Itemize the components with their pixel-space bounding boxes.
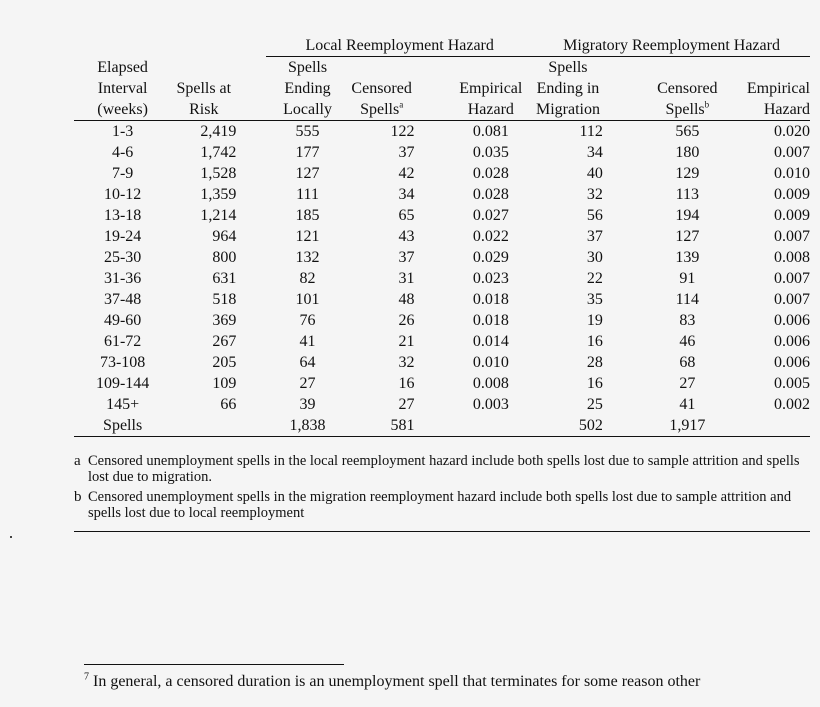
column-header-line: Censored xyxy=(351,80,412,97)
note-text: Censored unemployment spells in the migration reemployment hazard include both spells lost due to sample attrition and spells lost due to local reemployment xyxy=(88,489,792,521)
table-row xyxy=(74,205,810,226)
column-header-line: Migration xyxy=(535,101,600,118)
table-cell: 22 xyxy=(586,270,603,287)
table-cell: 0.006 xyxy=(774,333,810,350)
table-cell: 40 xyxy=(586,165,603,182)
column-header-spells-ending-migration xyxy=(533,57,641,121)
table-cell: 16 xyxy=(586,375,603,392)
totals-cell xyxy=(171,415,266,437)
table-cell: 0.014 xyxy=(472,333,509,350)
footnote-rule xyxy=(84,664,344,665)
table-cell: 177 xyxy=(295,144,320,161)
table-cell: 0.008 xyxy=(774,249,810,266)
table-cell: 0.007 xyxy=(774,270,810,287)
column-header-line: Risk xyxy=(189,101,219,118)
table-cell: 1,528 xyxy=(200,165,237,182)
table-cell: 27 xyxy=(398,396,415,413)
table-cell: 65 xyxy=(398,207,415,224)
table-row xyxy=(74,163,810,184)
table-cell: 37 xyxy=(398,144,415,161)
table-cell: 129 xyxy=(675,165,700,182)
table-cell: 37-48 xyxy=(103,291,142,308)
table-cell: 127 xyxy=(675,228,700,245)
table-cell: 48 xyxy=(398,291,415,308)
table-cell: 0.009 xyxy=(774,207,810,224)
table-cell: 800 xyxy=(212,249,237,266)
table-cell: 114 xyxy=(675,291,700,308)
column-header-elapsed-interval xyxy=(74,57,171,121)
table-notes xyxy=(74,453,810,532)
table-cell: 0.028 xyxy=(472,165,509,182)
table-cell: 0.006 xyxy=(774,312,810,329)
table-cell: 35 xyxy=(586,291,603,308)
table-note xyxy=(74,453,810,485)
totals-cell xyxy=(449,415,534,437)
table-cell: 964 xyxy=(212,228,237,245)
table-cell: 30 xyxy=(586,249,603,266)
table-cell: 76 xyxy=(299,312,316,329)
totals-cell: 581 xyxy=(390,417,415,434)
table-cell: 1,742 xyxy=(200,144,237,161)
table-cell: 10-12 xyxy=(103,186,142,203)
column-header-line: Interval xyxy=(97,80,148,97)
column-header-line: Elapsed xyxy=(97,59,148,76)
column-header-empirical-hazard-migration xyxy=(734,57,810,121)
table-cell: 31-36 xyxy=(103,270,142,287)
table-cell: 0.002 xyxy=(774,396,810,413)
table-cell: 19-24 xyxy=(103,228,142,245)
table-cell: 1-3 xyxy=(111,123,134,140)
table-cell: 0.027 xyxy=(472,207,509,224)
column-header-line: Spells at xyxy=(176,80,232,97)
table-row xyxy=(74,142,810,163)
column-header-spells-at-risk xyxy=(171,57,266,121)
table-cell: 34 xyxy=(586,144,603,161)
table-cell: 37 xyxy=(398,249,415,266)
totals-cell: 1,838 xyxy=(289,417,326,434)
column-header-row xyxy=(74,57,810,121)
table-cell: 0.008 xyxy=(472,375,509,392)
table-row xyxy=(74,247,810,268)
note-marker: b xyxy=(704,99,710,110)
table-cell: 121 xyxy=(295,228,320,245)
table-cell: 28 xyxy=(586,354,603,371)
table-row xyxy=(74,268,810,289)
table-cell: 41 xyxy=(679,396,696,413)
table-cell: 0.020 xyxy=(774,123,810,140)
column-header-line xyxy=(641,99,734,120)
column-header-censored-spells-migration xyxy=(641,57,734,121)
table-cell: 13-18 xyxy=(103,207,142,224)
table-cell: 27 xyxy=(299,375,316,392)
column-header-censored-spells-local xyxy=(349,57,449,121)
table-row xyxy=(74,289,810,310)
totals-cell: 1,917 xyxy=(669,417,706,434)
totals-cell: Spells xyxy=(103,417,143,434)
footnote xyxy=(84,672,814,692)
table-cell: 555 xyxy=(295,123,320,140)
footnote-text: In general, a censored duration is an unemployment spell that terminates for some reason other xyxy=(93,673,701,690)
table-cell: 0.010 xyxy=(774,165,810,182)
column-header-line: Locally xyxy=(283,101,332,118)
column-header-text: Spells xyxy=(360,101,400,118)
table-cell: 267 xyxy=(212,333,237,350)
table-cell: 0.010 xyxy=(472,354,509,371)
table-cell: 49-60 xyxy=(103,312,142,329)
column-header-line xyxy=(171,57,236,78)
table-cell: 68 xyxy=(679,354,696,371)
table-cell: 0.009 xyxy=(774,186,810,203)
table-cell: 26 xyxy=(398,312,415,329)
table-cell: 0.007 xyxy=(774,291,810,308)
table-cell: 0.007 xyxy=(774,144,810,161)
table-cell: 34 xyxy=(398,186,415,203)
hazard-table xyxy=(74,34,810,437)
table-cell: 0.029 xyxy=(472,249,509,266)
table-cell: 46 xyxy=(679,333,696,350)
column-header-line: Censored xyxy=(657,80,718,97)
footnote-mark: 7 xyxy=(84,671,89,683)
column-header-line: (weeks) xyxy=(97,101,148,118)
table-cell: 0.018 xyxy=(472,291,509,308)
column-header-line: Ending xyxy=(284,80,331,97)
table-cell: 91 xyxy=(679,270,696,287)
group-header-local: Local Reemployment Hazard xyxy=(266,34,533,57)
table-cell: 66 xyxy=(220,396,237,413)
table-cell: 0.005 xyxy=(774,375,810,392)
table-row xyxy=(74,121,810,143)
table-cell: 111 xyxy=(296,186,319,203)
table-cell: 369 xyxy=(212,312,237,329)
table-cell: 82 xyxy=(299,270,316,287)
table-cell: 56 xyxy=(586,207,603,224)
table-cell: 1,214 xyxy=(200,207,237,224)
table-cell: 0.022 xyxy=(472,228,509,245)
column-header-line xyxy=(349,99,415,120)
table-cell: 21 xyxy=(398,333,415,350)
table-cell: 37 xyxy=(586,228,603,245)
table-cell: 0.006 xyxy=(774,354,810,371)
table-cell: 27 xyxy=(679,375,696,392)
table-cell: 113 xyxy=(675,186,700,203)
table-cell: 42 xyxy=(398,165,415,182)
table-cell: 0.007 xyxy=(774,228,810,245)
table-cell: 31 xyxy=(398,270,415,287)
totals-row xyxy=(74,415,810,437)
column-header-line: Empirical xyxy=(459,80,523,97)
column-header-spells-ending-locally xyxy=(266,57,348,121)
table-cell: 1,359 xyxy=(200,186,237,203)
table-cell: 631 xyxy=(212,270,237,287)
table-cell: 205 xyxy=(212,354,237,371)
table-cell: 73-108 xyxy=(99,354,146,371)
table-cell: 139 xyxy=(675,249,700,266)
table-cell: 41 xyxy=(299,333,316,350)
table-cell: 185 xyxy=(295,207,320,224)
table-cell: 112 xyxy=(579,123,603,140)
table-cell: 518 xyxy=(212,291,237,308)
column-header-line xyxy=(641,57,734,78)
table-row xyxy=(74,226,810,247)
totals-cell: 502 xyxy=(578,417,603,434)
table-cell: 32 xyxy=(586,186,603,203)
column-header-empirical-hazard-local xyxy=(449,57,534,121)
column-header-line: Hazard xyxy=(467,101,514,118)
table-cell: 32 xyxy=(398,354,415,371)
totals-cell xyxy=(734,415,810,437)
table-row xyxy=(74,331,810,352)
table-cell: 0.018 xyxy=(472,312,509,329)
table-cell: 7-9 xyxy=(111,165,134,182)
table-row xyxy=(74,394,810,415)
hazard-table-container xyxy=(74,34,810,437)
table-cell: 101 xyxy=(295,291,320,308)
table-cell: 145+ xyxy=(106,396,140,413)
table-cell: 25 xyxy=(586,396,603,413)
table-cell: 16 xyxy=(398,375,415,392)
note-marker: a xyxy=(74,453,81,469)
table-row xyxy=(74,352,810,373)
table-cell: 4-6 xyxy=(111,144,134,161)
column-header-line: Spells xyxy=(287,59,328,76)
table-cell: 61-72 xyxy=(103,333,142,350)
table-cell: 127 xyxy=(295,165,320,182)
table-note xyxy=(74,489,810,521)
note-marker: a xyxy=(399,99,404,110)
table-cell: 0.028 xyxy=(472,186,509,203)
table-cell: 0.023 xyxy=(472,270,509,287)
table-cell: 565 xyxy=(675,123,700,140)
note-marker: b xyxy=(74,489,82,505)
table-cell: 16 xyxy=(586,333,603,350)
column-header-line: Spells xyxy=(548,59,588,76)
group-header-migratory: Migratory Reemployment Hazard xyxy=(533,34,810,57)
table-cell: 194 xyxy=(675,207,700,224)
table-cell: 43 xyxy=(398,228,415,245)
table-cell: 109-144 xyxy=(95,375,150,392)
column-header-line: Ending in xyxy=(536,80,600,97)
table-cell: 39 xyxy=(299,396,316,413)
table-cell: 25-30 xyxy=(103,249,142,266)
table-row xyxy=(74,310,810,331)
stray-dot xyxy=(10,536,12,538)
table-cell: 0.081 xyxy=(472,123,509,140)
column-header-line: Empirical xyxy=(746,80,810,97)
column-header-text: Spells xyxy=(665,101,705,118)
column-header-line: Hazard xyxy=(763,101,810,118)
table-cell: 83 xyxy=(679,312,696,329)
column-header-line xyxy=(449,57,534,78)
table-cell: 122 xyxy=(390,123,415,140)
table-cell: 180 xyxy=(675,144,700,161)
column-header-line xyxy=(349,57,415,78)
table-cell: 132 xyxy=(295,249,320,266)
table-cell: 2,419 xyxy=(200,123,237,140)
table-cell: 109 xyxy=(212,375,237,392)
column-header-line xyxy=(734,57,810,78)
group-header-row xyxy=(74,34,810,57)
table-row xyxy=(74,184,810,205)
note-text: Censored unemployment spells in the local reemployment hazard include both spells lost due to sample attrition and spells lost due to migration. xyxy=(88,453,800,485)
table-row xyxy=(74,373,810,394)
table-body xyxy=(74,121,810,437)
table-cell: 64 xyxy=(299,354,316,371)
table-cell: 19 xyxy=(586,312,603,329)
table-cell: 0.003 xyxy=(472,396,509,413)
table-cell: 0.035 xyxy=(472,144,509,161)
